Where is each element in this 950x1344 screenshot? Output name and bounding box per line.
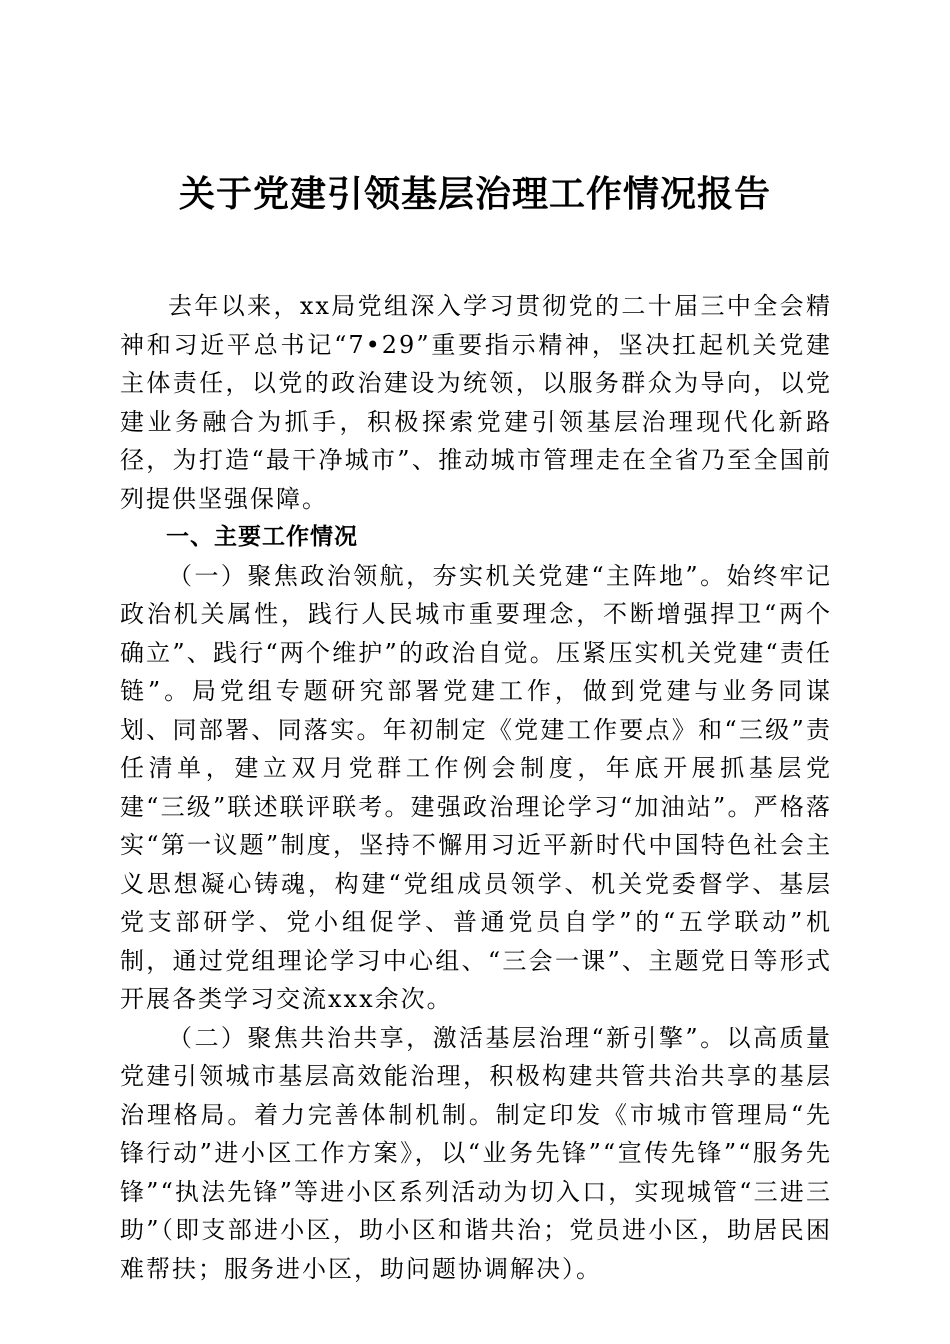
- document-title: 关于党建引领基层治理工作情况报告: [178, 173, 771, 215]
- body-paragraph-1: （一）聚焦政治领航，夯实机关党建“主阵地”。始终牢记政治机关属性，践行人民城市重要理念，不断增强捍卫“两个确立”、践行“两个维护”的政治自觉。压紧压实机关党建“责任链”。局党组专题研究部署党建工作，做到党建与业务同谋划、同部署、同落实。年初制定《党建工作要点》和“三级”责任清单，建立双月党群工作例会制度，年底开展抓基层党建“三级”联述联评联考。建强政治理论学习“加油站”。严格落实“第一议题”制度，坚持不懈用习近平新时代中国特色社会主义思想凝心铸魂，构建“党组成员领学、机关党委督学、基层党支部研学、党小组促学、普通党员自学”的“五学联动”机制，通过党组理论学习中心组、“三会一课”、主题党日等形式开展各类学习交流xxx余次。: [120, 561, 832, 1013]
- intro-paragraph: 去年以来，xx局党组深入学习贯彻党的二十届三中全会精神和习近平总书记“7•29”重要指示精神，坚决扛起机关党建主体责任，以党的政治建设为统领，以服务群众为导向，以党建业务融合为抓手，积极探索党建引领基层治理现代化新路径，为打造“最干净城市”、推动城市管理走在全省乃至全国前列提供坚强保障。: [120, 292, 832, 513]
- section-heading: 一、主要工作情况: [166, 524, 358, 550]
- body-paragraph-2: （二）聚焦共治共享，激活基层治理“新引擎”。以高质量党建引领城市基层高效能治理，积极构建共管共治共享的基层治理格局。着力完善体制机制。制定印发《市城市管理局“先锋行动”进小区工作方案》，以“业务先锋”“宣传先锋”“服务先锋”“执法先锋”等进小区系列活动为切入口，实现城管“三进三助”（即支部进小区，助小区和谐共治；党员进小区，助居民困难帮扶；服务进小区，助问题协调解决）。: [120, 1023, 832, 1283]
- document-body: [120, 287, 832, 1288]
